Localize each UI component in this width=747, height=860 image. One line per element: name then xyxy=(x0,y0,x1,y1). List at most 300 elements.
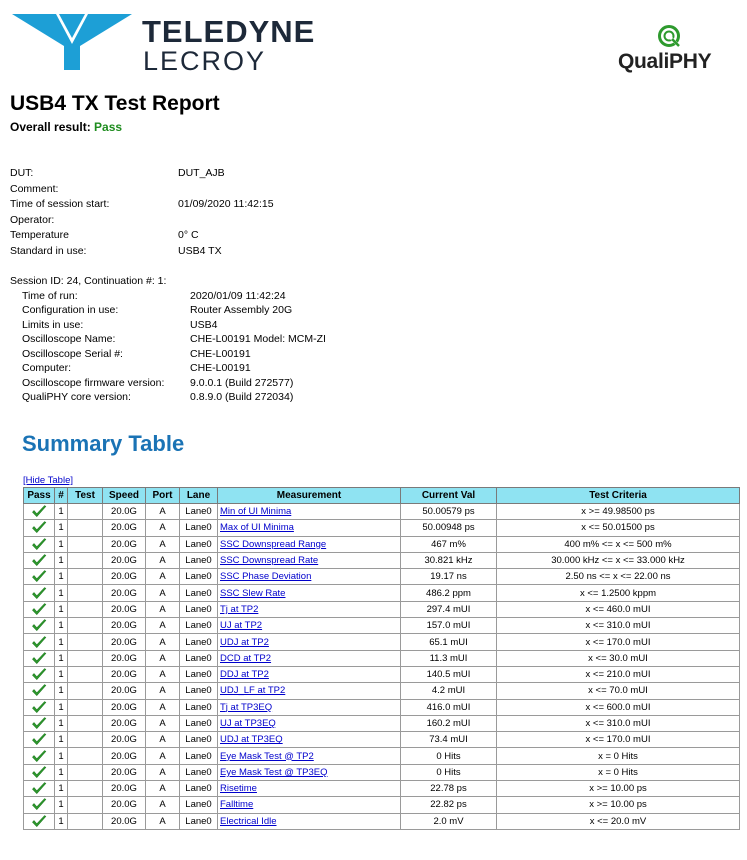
row-test-criteria: x >= 49.98500 ps xyxy=(497,504,740,520)
row-lane: Lane0 xyxy=(180,764,218,780)
table-row xyxy=(24,618,740,634)
row-speed: 20.0G xyxy=(103,634,146,650)
row-port: A xyxy=(146,569,180,585)
row-pass xyxy=(24,520,55,536)
row-test-criteria: x <= 70.0 mUI xyxy=(497,683,740,699)
row-number: 1 xyxy=(55,569,68,585)
row-measurement-cell xyxy=(218,618,401,634)
row-current-val: 157.0 mUI xyxy=(401,618,497,634)
row-test-criteria: x <= 310.0 mUI xyxy=(497,618,740,634)
table-row xyxy=(24,732,740,748)
row-test-criteria: x = 0 Hits xyxy=(497,764,740,780)
session-row xyxy=(10,303,293,318)
table-row xyxy=(24,504,740,520)
session-heading: Session ID: 24, Continuation #: 1: xyxy=(10,275,167,287)
measurement-link[interactable]: Min of UI Minima xyxy=(220,506,292,518)
col-header-number: # xyxy=(55,488,68,504)
row-port: A xyxy=(146,748,180,764)
col-header-test-criteria: Test Criteria xyxy=(497,488,740,504)
row-pass xyxy=(24,748,55,764)
col-header-port: Port xyxy=(146,488,180,504)
checkmark-icon xyxy=(31,717,47,730)
row-port: A xyxy=(146,797,180,813)
checkmark-icon xyxy=(31,521,47,534)
row-test-criteria: x = 0 Hits xyxy=(497,748,740,764)
row-port: A xyxy=(146,781,180,797)
row-lane: Lane0 xyxy=(180,683,218,699)
row-number: 1 xyxy=(55,618,68,634)
row-measurement-cell xyxy=(218,797,401,813)
row-current-val: 30.821 kHz xyxy=(401,552,497,568)
row-lane: Lane0 xyxy=(180,618,218,634)
row-speed: 20.0G xyxy=(103,813,146,829)
row-test-criteria: 400 m% <= x <= 500 m% xyxy=(497,536,740,552)
row-port: A xyxy=(146,764,180,780)
row-test-criteria: x <= 170.0 mUI xyxy=(497,634,740,650)
row-number: 1 xyxy=(55,552,68,568)
checkmark-icon xyxy=(31,554,47,567)
row-port: A xyxy=(146,683,180,699)
table-row xyxy=(24,601,740,617)
row-current-val: 2.0 mV xyxy=(401,813,497,829)
session-row xyxy=(10,390,294,405)
row-test-criteria: x <= 460.0 mUI xyxy=(497,601,740,617)
measurement-link[interactable]: UDJ at TP2 xyxy=(220,636,269,648)
checkmark-icon xyxy=(31,652,47,665)
row-measurement-cell xyxy=(218,601,401,617)
session-row xyxy=(10,361,251,376)
row-test-criteria: x <= 20.0 mV xyxy=(497,813,740,829)
row-current-val: 22.78 ps xyxy=(401,781,497,797)
row-port: A xyxy=(146,520,180,536)
checkmark-icon xyxy=(31,815,47,828)
row-number: 1 xyxy=(55,764,68,780)
row-test xyxy=(68,520,103,536)
checkmark-icon xyxy=(31,587,47,600)
row-current-val: 65.1 mUI xyxy=(401,634,497,650)
row-test xyxy=(68,634,103,650)
row-measurement-cell xyxy=(218,732,401,748)
overall-result-label: Overall result: xyxy=(10,120,91,134)
row-number: 1 xyxy=(55,520,68,536)
row-pass xyxy=(24,618,55,634)
row-test xyxy=(68,748,103,764)
measurement-link[interactable]: Eye Mask Test @ TP3EQ xyxy=(220,766,328,778)
table-row xyxy=(24,715,740,731)
row-measurement-cell xyxy=(218,699,401,715)
table-row xyxy=(24,781,740,797)
row-speed: 20.0G xyxy=(103,569,146,585)
row-speed: 20.0G xyxy=(103,650,146,666)
row-measurement-cell xyxy=(218,536,401,552)
row-speed: 20.0G xyxy=(103,601,146,617)
measurement-link[interactable]: SSC Slew Rate xyxy=(220,587,286,599)
checkmark-icon xyxy=(31,750,47,763)
summary-table xyxy=(23,487,740,830)
table-row xyxy=(24,666,740,682)
row-measurement-cell xyxy=(218,764,401,780)
row-port: A xyxy=(146,536,180,552)
row-number: 1 xyxy=(55,797,68,813)
row-test xyxy=(68,569,103,585)
row-pass xyxy=(24,813,55,829)
row-test xyxy=(68,618,103,634)
checkmark-icon xyxy=(31,636,47,649)
session-label: Configuration in use: xyxy=(22,304,119,316)
row-speed: 20.0G xyxy=(103,552,146,568)
report-title: USB4 TX Test Report xyxy=(10,92,220,115)
row-test-criteria: x <= 170.0 mUI xyxy=(497,732,740,748)
session-start-label: Time of session start: xyxy=(10,198,110,210)
row-lane: Lane0 xyxy=(180,504,218,520)
row-pass xyxy=(24,715,55,731)
row-number: 1 xyxy=(55,650,68,666)
measurement-link[interactable]: Risetime xyxy=(220,783,257,795)
row-lane: Lane0 xyxy=(180,634,218,650)
measurement-link[interactable]: UJ at TP3EQ xyxy=(220,718,276,729)
row-number: 1 xyxy=(55,634,68,650)
row-speed: 20.0G xyxy=(103,618,146,634)
measurement-link[interactable]: Falltime xyxy=(220,799,254,811)
row-port: A xyxy=(146,650,180,666)
row-pass xyxy=(24,699,55,715)
table-row xyxy=(24,683,740,699)
row-port: A xyxy=(146,699,180,715)
row-lane: Lane0 xyxy=(180,666,218,682)
session-label: Time of run: xyxy=(22,289,78,302)
row-port: A xyxy=(146,715,180,731)
row-pass xyxy=(24,666,55,682)
session-row xyxy=(10,318,218,333)
row-current-val: 297.4 mUI xyxy=(401,601,497,617)
row-port: A xyxy=(146,552,180,568)
row-number: 1 xyxy=(55,813,68,829)
checkmark-icon xyxy=(31,733,47,746)
row-current-val: 486.2 ppm xyxy=(401,585,497,601)
checkmark-icon xyxy=(31,782,47,795)
table-row xyxy=(24,569,740,585)
row-test xyxy=(68,797,103,813)
row-lane: Lane0 xyxy=(180,732,218,748)
row-speed: 20.0G xyxy=(103,666,146,682)
session-label: Oscilloscope Serial #: xyxy=(22,347,123,360)
row-pass xyxy=(24,781,55,797)
row-speed: 20.0G xyxy=(103,683,146,699)
measurement-link[interactable]: SSC Downspread Rate xyxy=(220,555,319,567)
session-row xyxy=(10,376,294,391)
session-value: CHE-L00191 Model: MCM-ZI xyxy=(190,333,326,345)
row-port: A xyxy=(146,634,180,650)
session-label: Computer: xyxy=(22,362,72,374)
session-value: 0.8.9.0 (Build 272034) xyxy=(190,391,294,403)
qualiphy-text: QualiPHY xyxy=(618,50,712,73)
row-number: 1 xyxy=(55,601,68,617)
table-row xyxy=(24,813,740,829)
row-lane: Lane0 xyxy=(180,601,218,617)
row-test xyxy=(68,536,103,552)
row-speed: 20.0G xyxy=(103,764,146,780)
session-start-value: 01/09/2020 11:42:15 xyxy=(178,198,274,210)
row-speed: 20.0G xyxy=(103,732,146,748)
row-lane: Lane0 xyxy=(180,748,218,764)
table-row xyxy=(24,536,740,552)
session-value: CHE-L00191 xyxy=(190,362,251,374)
row-current-val: 11.3 mUI xyxy=(401,650,497,666)
row-speed: 20.0G xyxy=(103,699,146,715)
row-speed: 20.0G xyxy=(103,715,146,731)
row-port: A xyxy=(146,813,180,829)
row-lane: Lane0 xyxy=(180,813,218,829)
row-test xyxy=(68,781,103,797)
row-test xyxy=(68,683,103,699)
col-header-speed: Speed xyxy=(103,488,146,504)
row-current-val: 19.17 ns xyxy=(401,569,497,585)
row-test xyxy=(68,504,103,520)
session-value: Router Assembly 20G xyxy=(190,304,293,316)
hide-table-link[interactable]: [Hide Table] xyxy=(23,475,73,486)
row-port: A xyxy=(146,585,180,601)
table-row xyxy=(24,748,740,764)
row-pass xyxy=(24,504,55,520)
col-header-pass: Pass xyxy=(24,488,55,504)
measurement-link[interactable]: Electrical Idle xyxy=(220,815,277,827)
brand-line-2: LECROY xyxy=(143,46,267,76)
standard-label: Standard in use: xyxy=(10,244,87,257)
row-measurement-cell xyxy=(218,813,401,829)
row-measurement-cell xyxy=(218,520,401,536)
row-measurement-cell xyxy=(218,650,401,666)
row-test-criteria: x <= 30.0 mUI xyxy=(497,650,740,666)
qualiphy-logo xyxy=(618,24,736,80)
table-row xyxy=(24,585,740,601)
checkmark-icon xyxy=(31,538,47,551)
row-current-val: 0 Hits xyxy=(401,748,497,764)
row-current-val: 4.2 mUI xyxy=(401,683,497,699)
measurement-link[interactable]: DDJ at TP2 xyxy=(220,669,269,681)
table-row xyxy=(24,552,740,568)
session-value: 2020/01/09 11:42:24 xyxy=(190,289,286,302)
row-lane: Lane0 xyxy=(180,585,218,601)
row-test xyxy=(68,813,103,829)
row-pass xyxy=(24,552,55,568)
row-speed: 20.0G xyxy=(103,797,146,813)
row-number: 1 xyxy=(55,536,68,552)
session-label: Oscilloscope firmware version: xyxy=(22,376,165,389)
row-number: 1 xyxy=(55,699,68,715)
row-measurement-cell xyxy=(218,715,401,731)
teledyne-lecroy-logo xyxy=(12,10,316,76)
row-lane: Lane0 xyxy=(180,552,218,568)
row-number: 1 xyxy=(55,732,68,748)
col-header-measurement: Measurement xyxy=(218,488,401,504)
measurement-link[interactable]: UDJ_LF at TP2 xyxy=(220,685,286,697)
row-number: 1 xyxy=(55,781,68,797)
row-port: A xyxy=(146,504,180,520)
row-test-criteria: x >= 10.00 ps xyxy=(497,797,740,813)
summary-table-title: Summary Table xyxy=(22,431,185,456)
row-speed: 20.0G xyxy=(103,536,146,552)
row-speed: 20.0G xyxy=(103,781,146,797)
checkmark-icon xyxy=(31,798,47,811)
row-pass xyxy=(24,634,55,650)
row-measurement-cell xyxy=(218,683,401,699)
row-current-val: 22.82 ps xyxy=(401,797,497,813)
checkmark-icon xyxy=(31,619,47,632)
session-row xyxy=(10,332,326,347)
measurement-link[interactable]: Max of UI Minima xyxy=(220,522,294,534)
summary-header-row xyxy=(24,488,740,504)
row-pass xyxy=(24,797,55,813)
row-test-criteria: x <= 310.0 mUI xyxy=(497,715,740,731)
qualiphy-mark-icon xyxy=(657,24,681,48)
table-row xyxy=(24,764,740,780)
row-lane: Lane0 xyxy=(180,781,218,797)
row-lane: Lane0 xyxy=(180,536,218,552)
row-lane: Lane0 xyxy=(180,797,218,813)
row-test xyxy=(68,666,103,682)
row-port: A xyxy=(146,666,180,682)
checkmark-icon xyxy=(31,570,47,583)
row-number: 1 xyxy=(55,504,68,520)
row-current-val: 416.0 mUI xyxy=(401,699,497,715)
row-pass xyxy=(24,536,55,552)
temperature-value: 0° C xyxy=(178,229,199,241)
col-header-lane: Lane xyxy=(180,488,218,504)
row-test xyxy=(68,732,103,748)
row-number: 1 xyxy=(55,666,68,682)
row-lane: Lane0 xyxy=(180,715,218,731)
row-test-criteria: x <= 210.0 mUI xyxy=(497,666,740,682)
table-row xyxy=(24,797,740,813)
session-value: 9.0.0.1 (Build 272577) xyxy=(190,376,294,389)
overall-result-value: Pass xyxy=(94,120,123,134)
row-measurement-cell xyxy=(218,504,401,520)
measurement-link[interactable]: Tj at TP2 xyxy=(220,603,259,615)
measurement-link[interactable]: Tj at TP3EQ xyxy=(220,701,273,713)
temperature-label: Temperature xyxy=(10,229,69,241)
row-pass xyxy=(24,732,55,748)
row-current-val: 467 m% xyxy=(401,536,497,552)
table-row xyxy=(24,634,740,650)
session-label: Limits in use: xyxy=(22,318,84,331)
row-test-criteria: 30.000 kHz <= x <= 33.000 kHz xyxy=(497,552,740,568)
row-test xyxy=(68,601,103,617)
row-number: 1 xyxy=(55,748,68,764)
measurement-link[interactable]: DCD at TP2 xyxy=(220,652,272,664)
row-speed: 20.0G xyxy=(103,748,146,764)
row-pass xyxy=(24,569,55,585)
row-lane: Lane0 xyxy=(180,699,218,715)
row-number: 1 xyxy=(55,585,68,601)
row-test-criteria: x <= 50.01500 ps xyxy=(497,520,740,536)
row-port: A xyxy=(146,618,180,634)
row-current-val: 160.2 mUI xyxy=(401,715,497,731)
row-test-criteria: 2.50 ns <= x <= 22.00 ns xyxy=(497,569,740,585)
row-test-criteria: x >= 10.00 ps xyxy=(497,781,740,797)
session-row xyxy=(10,347,251,362)
measurement-link[interactable]: UJ at TP2 xyxy=(220,620,263,632)
session-label: QualiPHY core version: xyxy=(22,391,131,403)
measurement-link[interactable]: SSC Downspread Range xyxy=(220,538,327,550)
session-row xyxy=(10,289,286,304)
row-test xyxy=(68,650,103,666)
row-measurement-cell xyxy=(218,569,401,585)
dut-value: DUT_AJB xyxy=(178,167,225,179)
comment-label: Comment: xyxy=(10,182,59,195)
measurement-link[interactable]: SSC Phase Deviation xyxy=(220,571,312,583)
row-current-val: 140.5 mUI xyxy=(401,666,497,682)
row-pass xyxy=(24,683,55,699)
measurement-link[interactable]: UDJ at TP3EQ xyxy=(220,734,283,746)
row-test-criteria: x <= 600.0 mUI xyxy=(497,699,740,715)
checkmark-icon xyxy=(31,668,47,681)
row-measurement-cell xyxy=(218,585,401,601)
checkmark-icon xyxy=(31,701,47,714)
col-header-current-val: Current Val xyxy=(401,488,497,504)
session-label: Oscilloscope Name: xyxy=(22,333,116,345)
row-measurement-cell xyxy=(218,552,401,568)
overall-result xyxy=(10,120,122,134)
row-test xyxy=(68,715,103,731)
row-speed: 20.0G xyxy=(103,585,146,601)
brand-line-1: TELEDYNE xyxy=(142,14,316,49)
row-measurement-cell xyxy=(218,666,401,682)
table-row xyxy=(24,699,740,715)
row-number: 1 xyxy=(55,683,68,699)
row-lane: Lane0 xyxy=(180,569,218,585)
row-test xyxy=(68,585,103,601)
row-pass xyxy=(24,585,55,601)
summary-table-body xyxy=(24,504,740,830)
col-header-test: Test xyxy=(68,488,103,504)
row-test xyxy=(68,699,103,715)
row-lane: Lane0 xyxy=(180,520,218,536)
row-port: A xyxy=(146,601,180,617)
row-pass xyxy=(24,601,55,617)
row-pass xyxy=(24,764,55,780)
row-measurement-cell xyxy=(218,748,401,764)
operator-label: Operator: xyxy=(10,213,55,226)
table-row xyxy=(24,650,740,666)
row-pass xyxy=(24,650,55,666)
teledyne-logo-mark-icon xyxy=(12,12,132,70)
session-value: CHE-L00191 xyxy=(190,347,251,360)
row-number: 1 xyxy=(55,715,68,731)
row-test-criteria: x <= 1.2500 kppm xyxy=(497,585,740,601)
row-current-val: 50.00579 ps xyxy=(401,504,497,520)
dut-label: DUT: xyxy=(10,167,34,179)
checkmark-icon xyxy=(31,766,47,779)
session-value: USB4 xyxy=(190,318,218,331)
row-current-val: 0 Hits xyxy=(401,764,497,780)
row-current-val: 73.4 mUI xyxy=(401,732,497,748)
session-info xyxy=(10,274,326,405)
row-port: A xyxy=(146,732,180,748)
row-speed: 20.0G xyxy=(103,520,146,536)
checkmark-icon xyxy=(31,603,47,616)
row-test xyxy=(68,552,103,568)
row-current-val: 50.00948 ps xyxy=(401,520,497,536)
row-speed: 20.0G xyxy=(103,504,146,520)
row-measurement-cell xyxy=(218,781,401,797)
row-lane: Lane0 xyxy=(180,650,218,666)
checkmark-icon xyxy=(31,684,47,697)
table-row xyxy=(24,520,740,536)
row-test xyxy=(68,764,103,780)
row-measurement-cell xyxy=(218,634,401,650)
measurement-link[interactable]: Eye Mask Test @ TP2 xyxy=(220,750,314,762)
standard-value: USB4 TX xyxy=(178,244,222,257)
